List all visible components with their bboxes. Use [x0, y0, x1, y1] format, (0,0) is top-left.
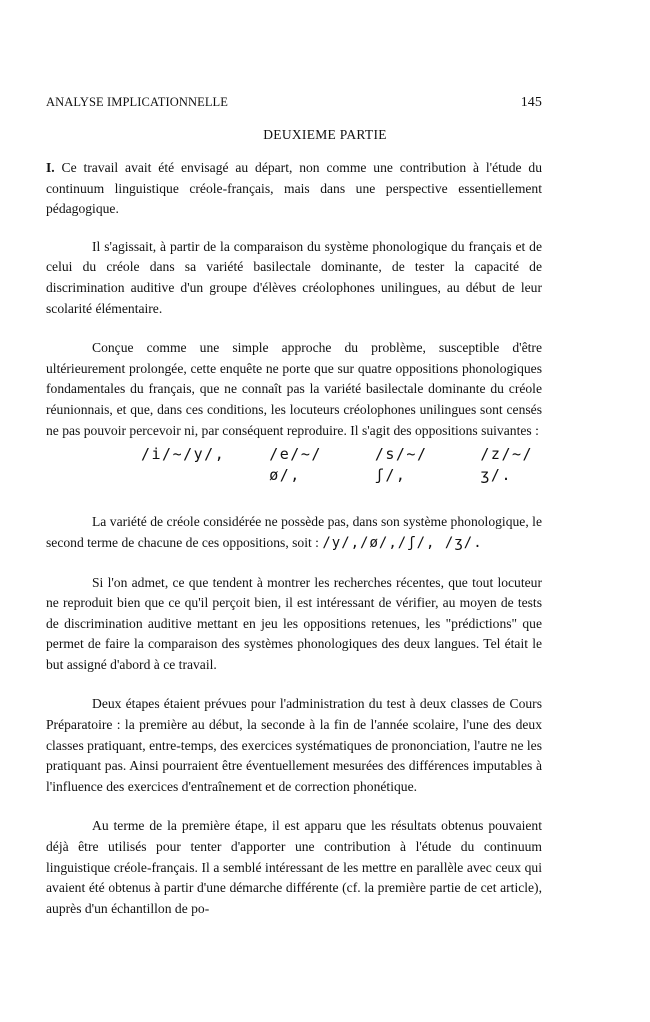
paragraph-1-text: Ce travail avait été envisagé au départ, non comme une contribution à l'étude du continuum linguistique créole-français, mais dans une perspective essentiellement pédagogique. — [46, 160, 542, 217]
paragraph-7: Au terme de la première étape, il est apparu que les résultats obtenus pouvaient déjà être utilisés pour tenter d'apporter une contribution à l'étude du continuum linguistique créole-français. Il a semblé intéressant de les mettre en parallèle avec ceux qui avaient été obtenus à partir d'une démarche différente (cf. la première partie de cet article), auprès d'un échantillon de po- — [46, 818, 542, 916]
paragraph-2: Il s'agissait, à partir de la comparaison du système phonologique du français et de celui du créole dans sa variété basilectale dominante, de tester la capacité de discrimination auditive d'un groupe d'élèves créolophones unilingues, au début de leur scolarité élémentaire. — [46, 238, 542, 316]
opposition-i-y: /i/~/y/, — [141, 445, 226, 464]
opposition-e-oe: /e/~/ø/, — [269, 445, 322, 484]
paragraph-4-ipa: /y/,/ø/,/ʃ/, /ʒ/. — [322, 534, 483, 551]
body-text — [46, 158, 542, 919]
opposition-s-sh: /s/~/ʃ/, — [374, 445, 428, 484]
section-number: I. — [46, 160, 55, 175]
paragraph-6: Deux étapes étaient prévues pour l'administration du test à deux classes de Cours Préparatoire : la première au début, la seconde à la fin de l'année scolaire, l'une des deux classes pratiquant, entre-temps, des exercices systématiques de prononciation, l'autre ne les pratiquant pas. Ainsi pourraient être éventuellement mesurées des différences imputables à l'influence des exercices d'entraînement et de correction phonétique. — [46, 696, 542, 794]
paragraph-1 — [46, 158, 542, 220]
opposition-z-zh: /z/~/ʒ/. — [480, 445, 534, 484]
paragraph-3: Conçue comme une simple approche du problème, susceptible d'être ultérieurement prolongée, cette enquête ne porte que sur quatre oppositions phonologiques fondamentales du français, que ne connaît pas la variété basilectale dominante du créole réunionnais, et que, dans ces conditions, les locuteurs créolophones unilingues sont censés ne pas pouvoir percevoir ni, par conséquent reproduire. Il s'agit des oppositions suivantes : — [46, 340, 542, 438]
running-title: ANALYSE IMPLICATIONNELLE — [46, 95, 229, 109]
phonological-oppositions — [141, 444, 542, 485]
paragraph-4-text: La variété de créole considérée ne possède pas, dans son système phonologique, le second terme de chacune de ces oppositions, soit : — [46, 514, 542, 550]
running-header — [46, 95, 542, 113]
paragraph-5: Si l'on admet, ce que tendent à montrer les recherches récentes, que tout locuteur ne reproduit bien que ce qu'il perçoit bien, il est intéressant de vérifier, au moyen de tests de discrimination auditive mettant en jeu les oppositions retenues, les "prédictions" que permet de faire la comparaison des systèmes phonologiques des deux langues. Tel était le but assigné d'abord à ce travail. — [46, 574, 542, 672]
paragraph-4 — [46, 512, 542, 553]
page-number: 145 — [520, 95, 542, 110]
section-title: DEUXIEME PARTIE — [263, 127, 387, 142]
